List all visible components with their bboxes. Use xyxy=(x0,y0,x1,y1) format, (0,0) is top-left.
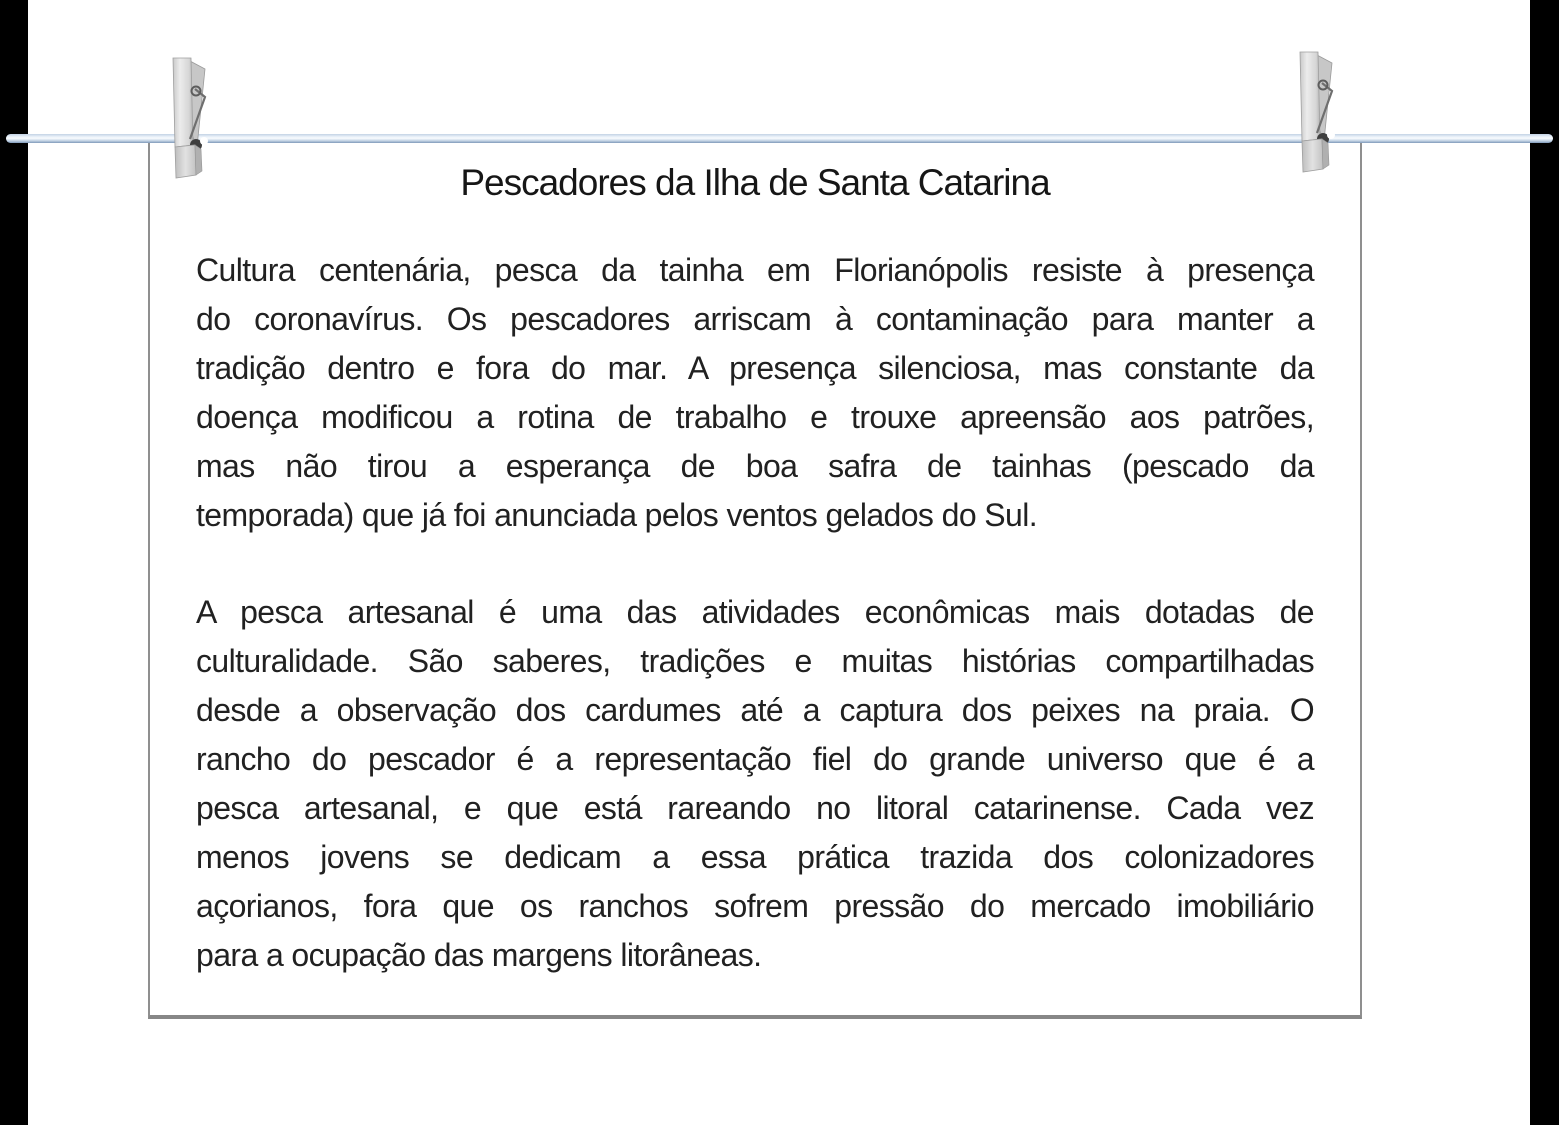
article-body xyxy=(196,246,1314,980)
text-line: para a ocupação das margens litorâneas. xyxy=(196,937,762,973)
right-black-bar xyxy=(1530,0,1559,1125)
paragraph-1 xyxy=(196,246,1314,540)
paragraph-2 xyxy=(196,588,1314,980)
text-line: desde a observação dos cardumes até a captura dos peixes na praia. O xyxy=(196,692,1314,728)
text-line: rancho do pescador é a representação fiel do grande universo que é a xyxy=(196,741,1314,777)
text-line: Cultura centenária, pesca da tainha em Florianópolis resiste à presença xyxy=(196,252,1314,288)
clothespin-left-icon xyxy=(166,55,218,181)
text-line: tradição dentro e fora do mar. A presença silenciosa, mas constante da xyxy=(196,350,1314,386)
text-line: doença modificou a rotina de trabalho e trouxe apreensão aos patrões, xyxy=(196,399,1314,435)
text-line: temporada) que já foi anunciada pelos ventos gelados do Sul. xyxy=(196,497,1038,533)
text-line: A pesca artesanal é uma das atividades econômicas mais dotadas de xyxy=(196,594,1314,630)
text-line: mas não tirou a esperança de boa safra de tainhas (pescado da xyxy=(196,448,1314,484)
clothespin-right-icon xyxy=(1293,49,1345,175)
text-line: pesca artesanal, e que está rareando no litoral catarinense. Cada vez xyxy=(196,790,1314,826)
page-title: Pescadores da Ilha de Santa Catarina xyxy=(460,162,1050,203)
text-line: do coronavírus. Os pescadores arriscam à contaminação para manter a xyxy=(196,301,1314,337)
text-line: culturalidade. São saberes, tradições e muitas histórias compartilhadas xyxy=(196,643,1314,679)
paper-sheet xyxy=(148,138,1362,1019)
left-black-bar xyxy=(0,0,28,1125)
text-line: açorianos, fora que os ranchos sofrem pressão do mercado imobiliário xyxy=(196,888,1314,924)
text-line: menos jovens se dedicam a essa prática trazida dos colonizadores xyxy=(196,839,1314,875)
